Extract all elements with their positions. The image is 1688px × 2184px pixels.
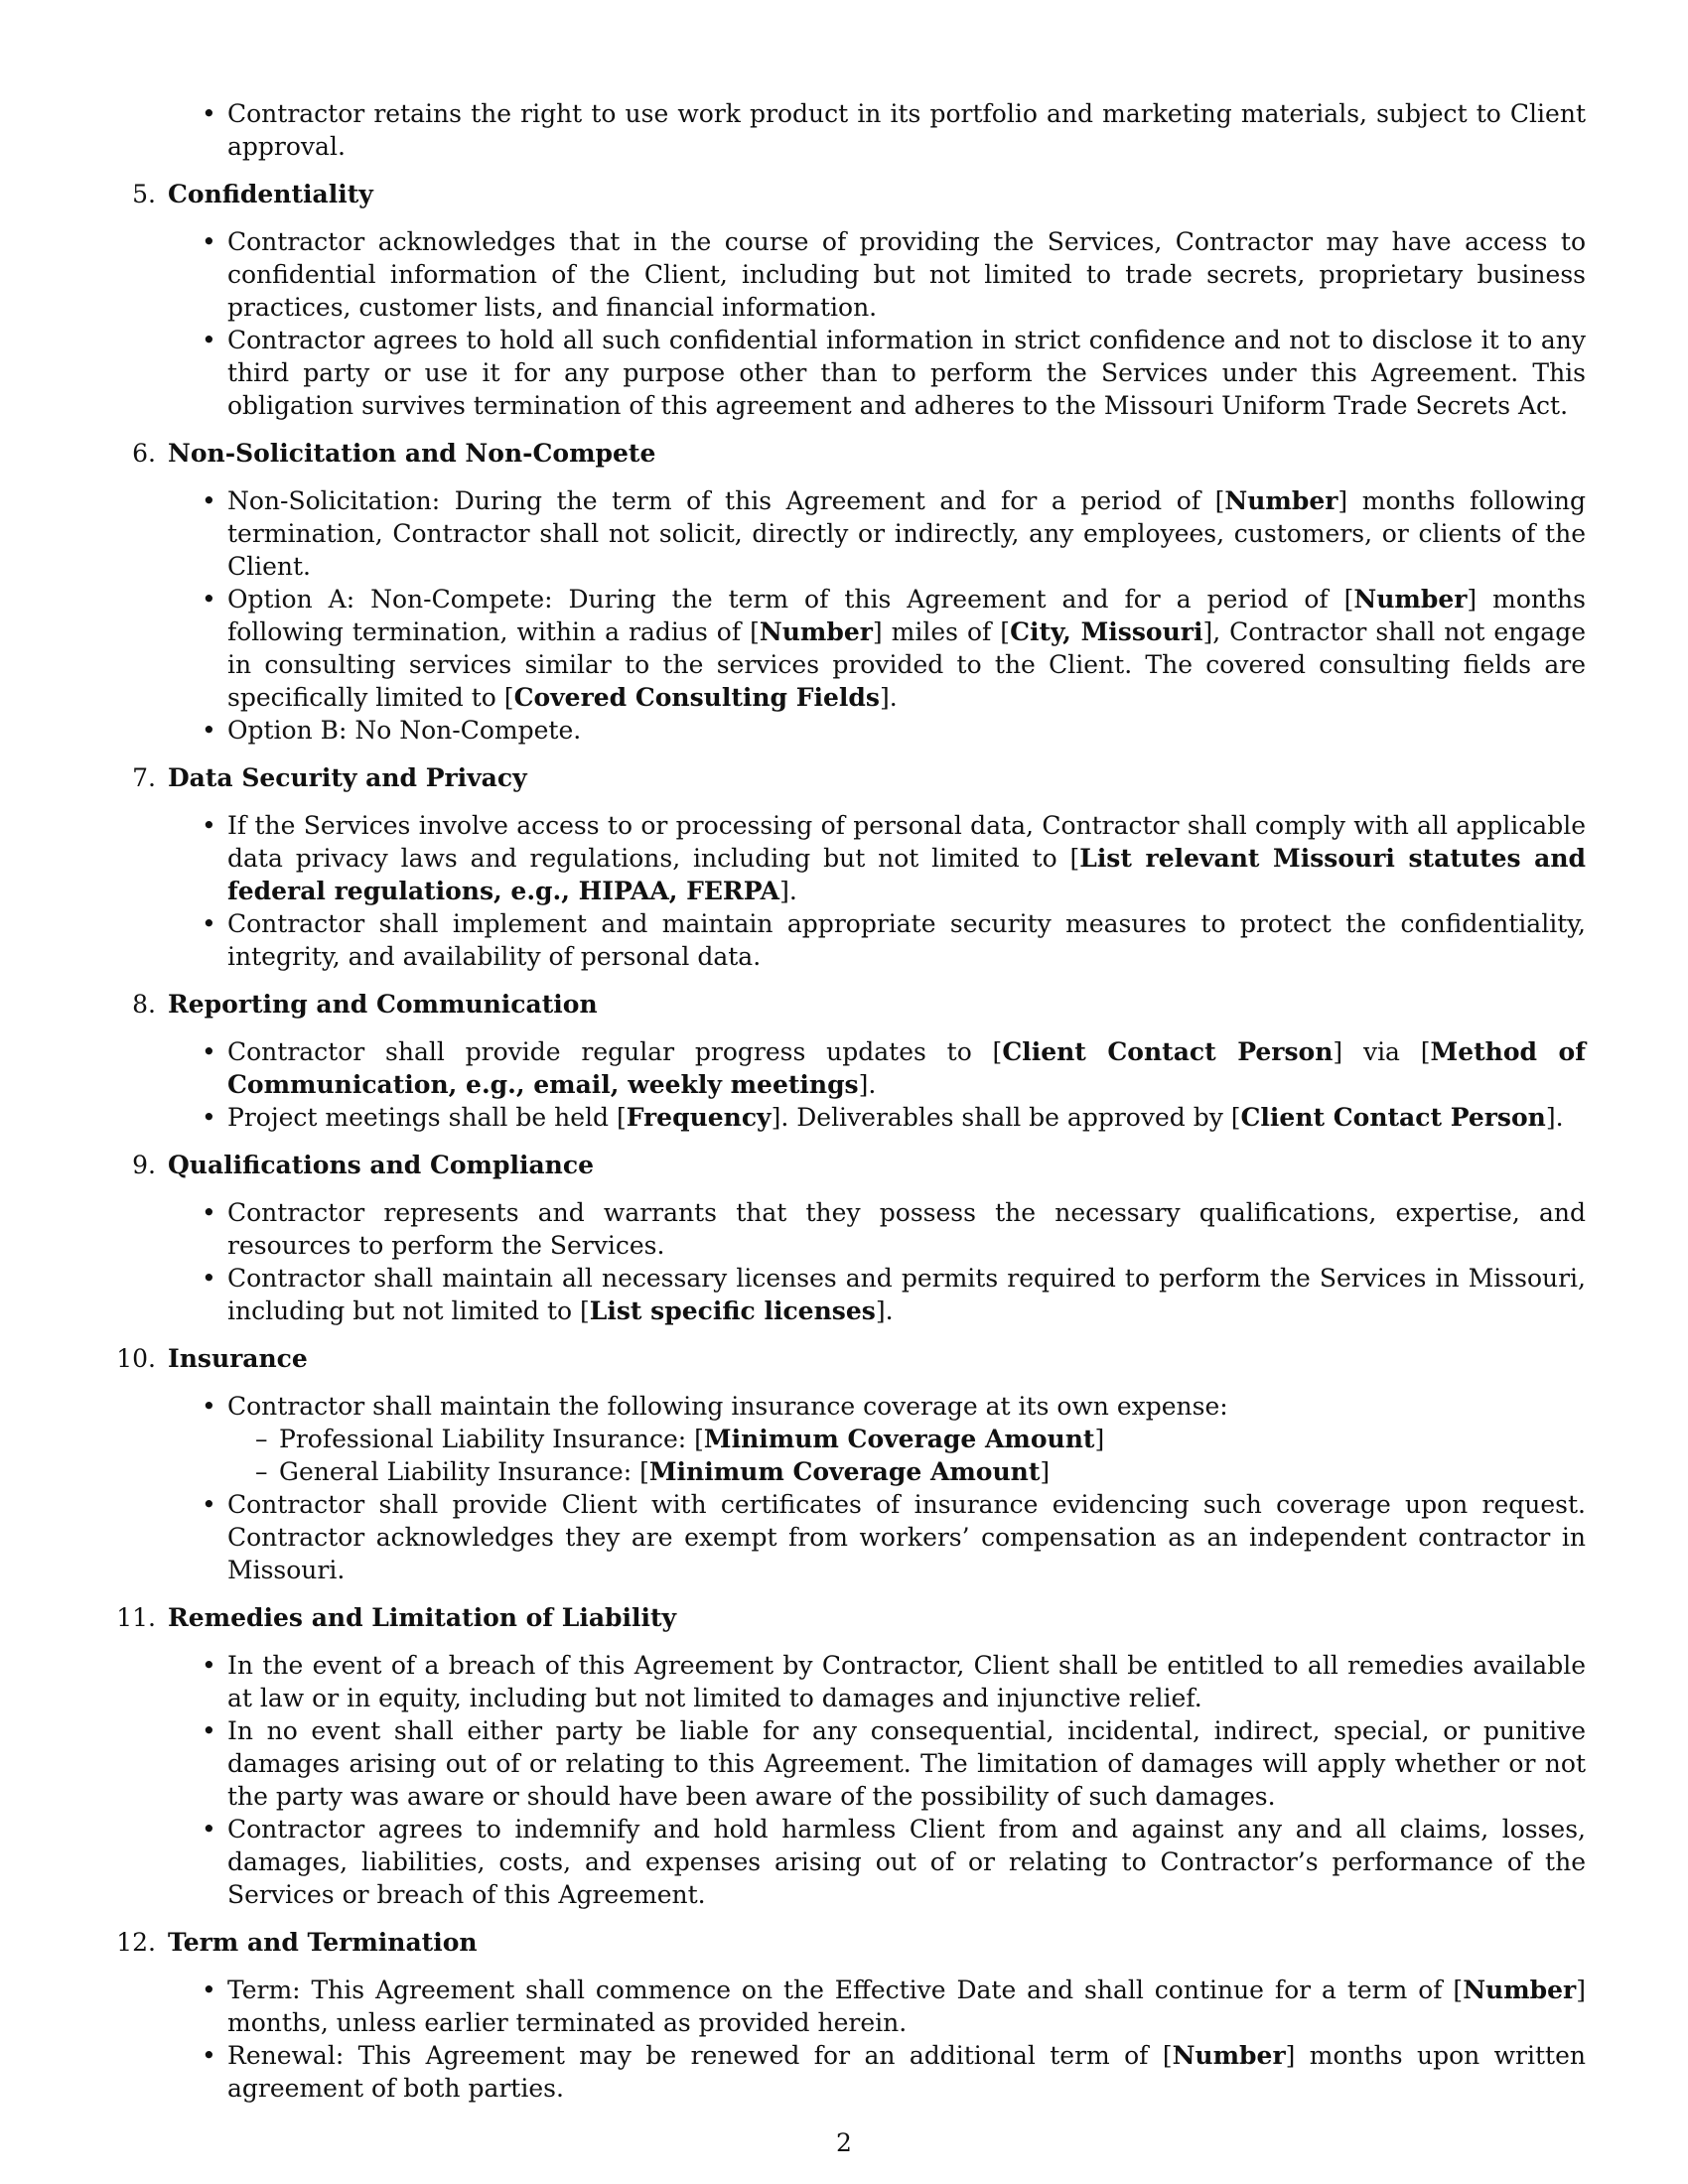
section-number: 12. (116, 1928, 156, 1957)
bullet-item (227, 484, 1586, 583)
sub-item (279, 1455, 1586, 1488)
bullet-list (168, 1974, 1586, 2105)
text-segment: In the event of a breach of this Agreement by Contractor, Client shall be entitled to all remedies available at law or in equity, including but not limited to damages and injunctive relief. (227, 1651, 1586, 1712)
text-segment: Contractor agrees to hold all such confidential information in strict confidence and not to disclose it to any third party or use it for any purpose other than to perform the Services under this Agreement. This obligation survives termination of this agreement and adheres to the Missouri Uniform Trade Secrets Act. (227, 326, 1586, 420)
bullet-list (168, 809, 1586, 973)
text-segment: ] via [ (1333, 1037, 1431, 1066)
section-12 (106, 1926, 1586, 2105)
bullet-item (227, 225, 1586, 324)
section-9 (106, 1149, 1586, 1327)
section-title: Insurance (168, 1344, 308, 1373)
bullet-item (227, 1035, 1586, 1101)
placeholder-field: City, Missouri (1010, 617, 1203, 646)
section-number: 10. (116, 1344, 156, 1373)
placeholder-field: Method of Communication, e.g., email, weekly meetings (227, 1037, 1586, 1099)
text-segment: In no event shall either party be liable for any consequential, incidental, indirect, special, or punitive damages arising out of or relating to this Agreement. The limitation of damages will apply whether or not the party was aware or should have been aware of the possibility of such damages. (227, 1716, 1586, 1811)
text-segment: ]. (875, 1297, 894, 1325)
section-title: Reporting and Communication (168, 990, 598, 1019)
placeholder-field: Number (1353, 585, 1468, 614)
placeholder-field: Covered Consulting Fields (513, 683, 880, 712)
text-segment: Project meetings shall be held [ (227, 1103, 627, 1132)
bullet-item (227, 1488, 1586, 1586)
section-title: Remedies and Limitation of Liability (168, 1603, 677, 1632)
section-number: 5. (132, 180, 156, 208)
sub-item (279, 1423, 1586, 1455)
bullet-item (227, 583, 1586, 714)
text-segment: Contractor represents and warrants that they possess the necessary qualifications, expertise, and resources to perform the Services. (227, 1198, 1586, 1260)
section-title: Term and Termination (168, 1928, 478, 1957)
bullet-item (227, 324, 1586, 422)
text-segment: Contractor acknowledges that in the course of providing the Services, Contractor may have access to confidential information of the Client, including but not limited to trade secrets, proprietary business practices, customer lists, and financial information. (227, 227, 1586, 322)
intro-list (106, 97, 1586, 163)
bullet-item (227, 1813, 1586, 1911)
text-segment: ]. (1545, 1103, 1564, 1132)
bullet-list (168, 1390, 1586, 1586)
section-title: Non-Solicitation and Non-Compete (168, 439, 656, 468)
section-11 (106, 1601, 1586, 1911)
placeholder-field: Frequency (626, 1103, 772, 1132)
bullet-item (227, 1101, 1586, 1134)
sections-container (106, 178, 1586, 2105)
section-title: Qualifications and Compliance (168, 1151, 594, 1179)
section-number: 6. (132, 439, 156, 468)
placeholder-field: Client Contact Person (1002, 1037, 1334, 1066)
text-segment: ] miles of [ (872, 617, 1011, 646)
section-title: Data Security and Privacy (168, 763, 527, 792)
bullet-list (168, 225, 1586, 422)
text-segment: ]. (879, 683, 898, 712)
text-segment: ]. (779, 877, 797, 905)
bullet-item (227, 809, 1586, 907)
sub-list (227, 1423, 1586, 1488)
section-5 (106, 178, 1586, 422)
text-segment: Contractor shall provide regular progress updates to [ (227, 1037, 1003, 1066)
bullet-list (168, 1196, 1586, 1327)
placeholder-field: List specific licenses (589, 1297, 876, 1325)
bullet-item (227, 2039, 1586, 2105)
placeholder-field: Number (1172, 2041, 1286, 2070)
bullet-item (227, 1649, 1586, 1714)
text-segment: ] (1094, 1425, 1105, 1453)
section-number: 9. (132, 1151, 156, 1179)
text-segment: ] months following termination, within a radius of [ (227, 585, 1586, 646)
bullet-list (168, 1035, 1586, 1134)
placeholder-field: Client Contact Person (1240, 1103, 1546, 1132)
section-title: Confidentiality (168, 180, 373, 208)
placeholder-field: List relevant Missouri statutes and federal regulations, e.g., HIPAA, FERPA (227, 844, 1587, 905)
bullet-item (227, 1262, 1586, 1327)
text-segment: Non-Solicitation: During the term of this Agreement and for a period of [ (227, 486, 1225, 515)
bullet-item (227, 1196, 1586, 1262)
intro-bullet: • Contractor retains the right to use work product in its portfolio and marketing materials, subject to Client approval. (227, 97, 1586, 163)
text-segment: ], Contractor shall not engage in consulting services similar to the services provided to the Client. The covered consulting fields are specifically limited to [ (227, 617, 1586, 712)
section-7 (106, 761, 1586, 973)
section-10 (106, 1342, 1586, 1586)
placeholder-field: Minimum Coverage Amount (648, 1457, 1041, 1486)
text-segment: ] months following termination, Contractor shall not solicit, directly or indirectly, any employees, customers, or clients of the Client. (227, 486, 1586, 581)
text-segment: Contractor shall implement and maintain appropriate security measures to protect the confidentiality, integrity, and availability of personal data. (227, 909, 1586, 971)
placeholder-field: Number (759, 617, 873, 646)
bullet-item (227, 714, 1586, 747)
text-segment: Term: This Agreement shall commence on the Effective Date and shall continue for a term of [ (227, 1976, 1464, 2004)
bullet-item (227, 1714, 1586, 1813)
text-segment: Renewal: This Agreement may be renewed for an additional term of [ (227, 2041, 1173, 2070)
section-number: 8. (132, 990, 156, 1019)
text-segment: Option B: No Non-Compete. (227, 716, 582, 745)
text-segment: Contractor agrees to indemnify and hold harmless Client from and against any and all claims, losses, damages, liabilities, costs, and expenses arising out of or relating to Contractor’s performance of the Services or breach of this Agreement. (227, 1815, 1586, 1909)
section-8 (106, 988, 1586, 1134)
section-number: 11. (116, 1603, 156, 1632)
text-segment: ] (1040, 1457, 1051, 1486)
bullet-list (168, 1649, 1586, 1911)
text-segment: If the Services involve access to or processing of personal data, Contractor shall comply with all applicable data privacy laws and regulations, including but not limited to [ (227, 811, 1586, 873)
text-segment: Option A: Non-Compete: During the term of this Agreement and for a period of [ (227, 585, 1354, 614)
placeholder-field: Minimum Coverage Amount (703, 1425, 1095, 1453)
bullet-item (227, 1390, 1586, 1488)
text-segment: Professional Liability Insurance: [ (279, 1425, 704, 1453)
section-6 (106, 437, 1586, 747)
text-segment: Contractor shall provide Client with certificates of insurance evidencing such coverage upon request. Contractor acknowledges they are exempt from workers’ compensation as an independent contractor in Missouri. (227, 1490, 1586, 1584)
bullet-list (168, 484, 1586, 747)
text-segment: Contractor shall maintain the following insurance coverage at its own expense: (227, 1392, 1228, 1421)
text-segment: ] months upon written agreement of both parties. (227, 2041, 1586, 2103)
text-segment: General Liability Insurance: [ (279, 1457, 649, 1486)
bullet-item (227, 1974, 1586, 2039)
page-number: 2 (836, 2128, 852, 2157)
placeholder-field: Number (1224, 486, 1338, 515)
placeholder-field: Number (1463, 1976, 1577, 2004)
bullet-item (227, 907, 1586, 973)
text-segment: ]. Deliverables shall be approved by [ (771, 1103, 1241, 1132)
text-segment: ] months, unless earlier terminated as provided herein. (227, 1976, 1586, 2037)
text-segment: ]. (858, 1070, 877, 1099)
section-number: 7. (132, 763, 156, 792)
text-segment: Contractor shall maintain all necessary licenses and permits required to perform the Services in Missouri, including but not limited to [ (227, 1264, 1586, 1325)
